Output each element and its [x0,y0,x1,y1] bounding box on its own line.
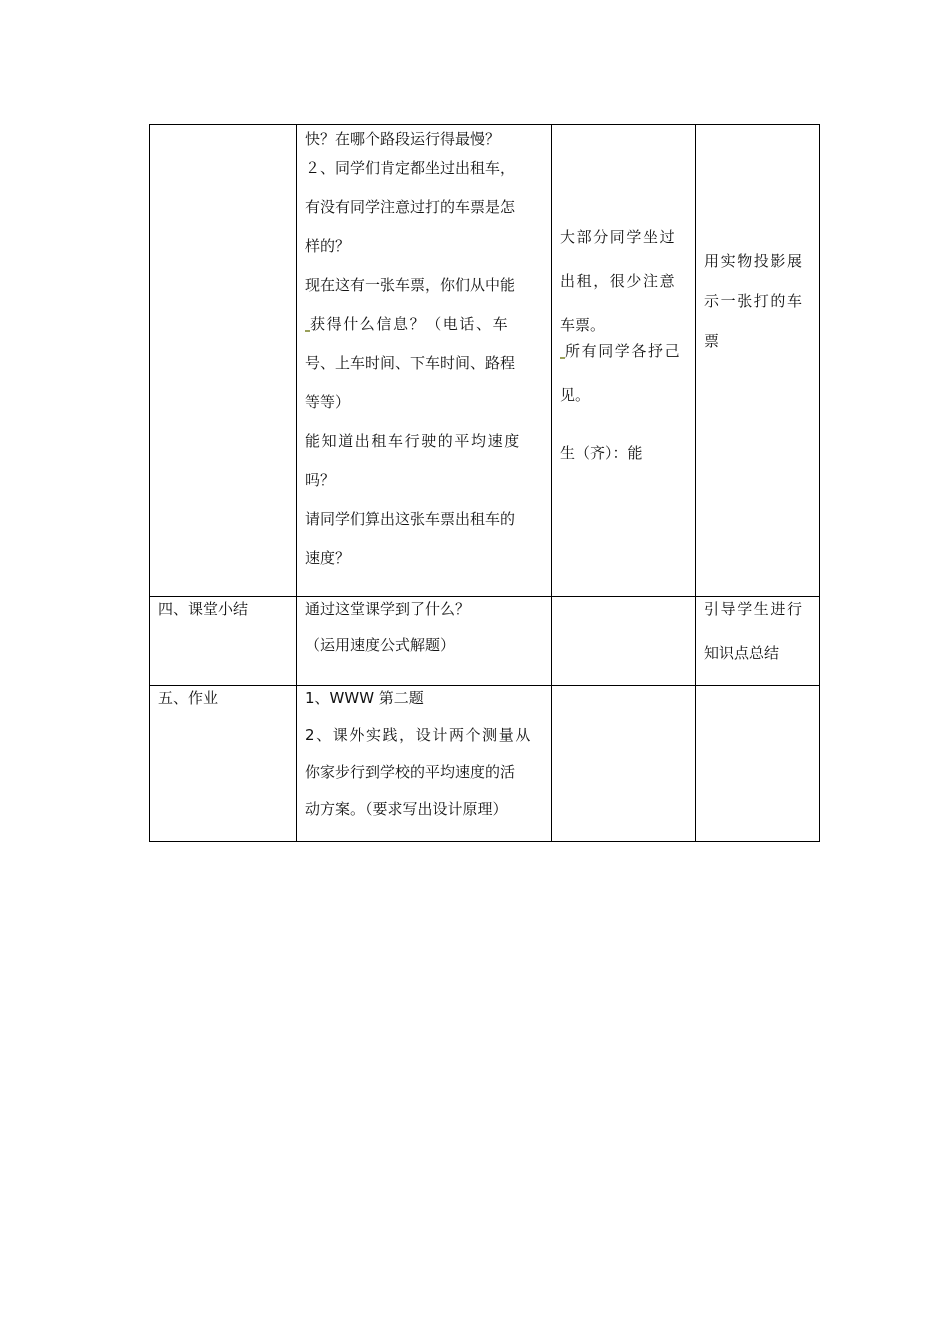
content-line: 1、WWW 第二题 [305,689,424,707]
content-line: 动方案。（要求写出设计原理） [305,800,508,818]
note-line: 引导学生进行 [704,600,804,618]
student-line: 生（齐）：能 [560,444,643,462]
content-line: 2、课外实践，设计两个测量从 [305,726,532,744]
stage-label: 五、作业 [158,689,219,707]
content-line: 能知道出租车行驶的平均速度 [305,432,521,450]
content-cell [297,125,552,597]
content-cell [297,597,552,686]
content-line: 获得什么信息？（电话、车 [305,312,545,351]
student-cell [552,597,696,686]
content-line: 速度？ [305,549,351,567]
content-line: 号、上车时间、下车时间、路程 [305,354,516,372]
note-cell [696,686,820,842]
content-line: 快？在哪个路段运行得最慢？ [305,130,501,148]
note-line: 知识点总结 [704,644,780,662]
content-line: 有没有同学注意过打的车票是怎 [305,198,516,216]
note-cell [696,597,820,686]
content-line: 样的？ [305,237,351,255]
content-line: 通过这堂课学到了什么？ [305,600,471,618]
note-line: 示一张打的车 [704,292,804,310]
stage-cell [150,125,297,597]
table-row [150,125,820,597]
note-cell [696,125,820,597]
content-line: ２、同学们肯定都坐过出租车， [305,159,516,177]
content-line: （运用速度公式解题） [305,636,456,654]
student-cell [552,125,696,597]
student-line: 出租，很少注意 [560,272,677,290]
stage-cell [150,597,297,686]
content-line: 请同学们算出这张车票出租车的 [305,510,516,528]
lesson-plan-table [149,124,820,842]
content-line: 吗？ [305,471,336,489]
content-cell [297,686,552,842]
table-row [150,686,820,842]
note-line: 票 [704,332,720,350]
content-line: 等等） [305,393,351,411]
note-line: 用实物投影展 [704,252,804,270]
student-line: 大部分同学坐过 [560,228,677,246]
content-line: 你家步行到学校的平均速度的活 [305,763,516,781]
student-line: 见。 [560,386,591,404]
content-line: 现在这有一张车票，你们从中能 [305,276,516,294]
student-line: 所有同学各抒己 [560,339,689,383]
stage-label: 四、课堂小结 [158,600,249,618]
student-cell [552,686,696,842]
stage-cell [150,686,297,842]
student-line: 车票。 [560,316,606,334]
table-row [150,597,820,686]
